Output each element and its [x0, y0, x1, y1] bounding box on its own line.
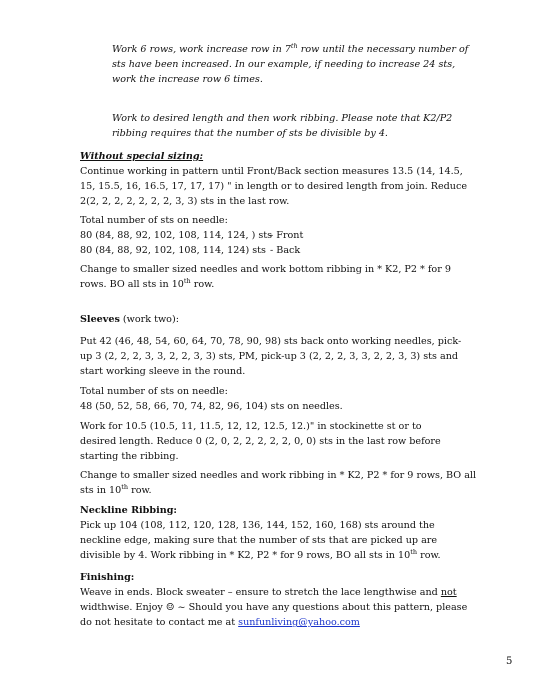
sleeves-work: Work for 10.5 (10.5, 11, 11.5, 12, 12, 12.5, 12.)" in stockinette st or to desired length. Reduce 0 (2, 0, 2, 2, 2, 2, 2, 0, 0) sts in the last row before starting the ribbing. [80, 421, 441, 463]
finishing-heading: Finishing: [80, 572, 135, 583]
sleeves-pickup: Put 42 (46, 48, 54, 60, 64, 70, 78, 90, 98) sts back onto working needles, pick-up 3 (2, 2, 2, 3, 3, 2, 2, 3, 3) sts, PM, pick-up 3 (2, 2, 2, 3, 3, 2, 2, 3, 3) sts and start working sleeve in the round. [80, 336, 462, 378]
front-row: 80 (84, 88, 92, 102, 108, 114, 124, ) sts - Front [80, 230, 304, 242]
neckline-body: Pick up 104 (108, 112, 120, 128, 136, 144, 152, 160, 168) sts around the neckline edge, making sure that the number of sts that are picked up are divisible by 4. Work ribbing in * K2, P2 * for 9 rows, BO all sts in 10th row. [80, 520, 441, 562]
bottom-ribbing: Change to smaller sized needles and work bottom ribbing in * K2, P2 * for 9 rows. BO all sts in 10th row. [80, 264, 451, 291]
increase-instructions: Work 6 rows, work increase row in 7th row until the necessary number of sts have been increased. In our example, if needing to increase 24 sts, work the increase row 6 times. [112, 41, 469, 86]
front-back-totals [80, 213, 480, 259]
ribbing-note: Work to desired length and then work ribbing. Please note that K2/P2 ribbing requires that the number of sts be divisible by 4. [112, 113, 453, 140]
email-link[interactable]: sunfunliving@yahoo.com [238, 617, 360, 629]
neckline-heading: Neckline Ribbing: [80, 505, 177, 516]
finishing-body: Weave in ends. Block sweater – ensure to stretch the lace lengthwise and not widthwise. Enjoy ☺ ~ Should you have any questions about this pattern, please do not hesitate to contact me at sunfunliving@yahoo.com [80, 587, 468, 629]
sleeve-totals: Total number of sts on needle: 48 (50, 52, 58, 66, 70, 74, 82, 96, 104) sts on needles. [80, 386, 343, 413]
total-label: Total number of sts on needle: [80, 215, 228, 226]
sleeves-heading: Sleeves (work two): [80, 314, 179, 325]
page-number: 5 [506, 656, 513, 667]
sleeves-ribbing: Change to smaller sized needles and work ribbing in * K2, P2 * for 9 rows, BO all sts in 10th row. [80, 470, 477, 497]
without-sizing-body: Continue working in pattern until Front/Back section measures 13.5 (14, 14.5, 15, 15.5, 16, 16.5, 17, 17, 17) " in length or to desired length from join. Reduce 2(2, 2, 2, 2, 2, 2, 2, 3, 3) sts in the last row. [80, 166, 467, 208]
without-sizing-heading: Without special sizing: [80, 151, 204, 162]
back-row: 80 (84, 88, 92, 102, 108, 114, 124) sts - Back [80, 245, 301, 257]
